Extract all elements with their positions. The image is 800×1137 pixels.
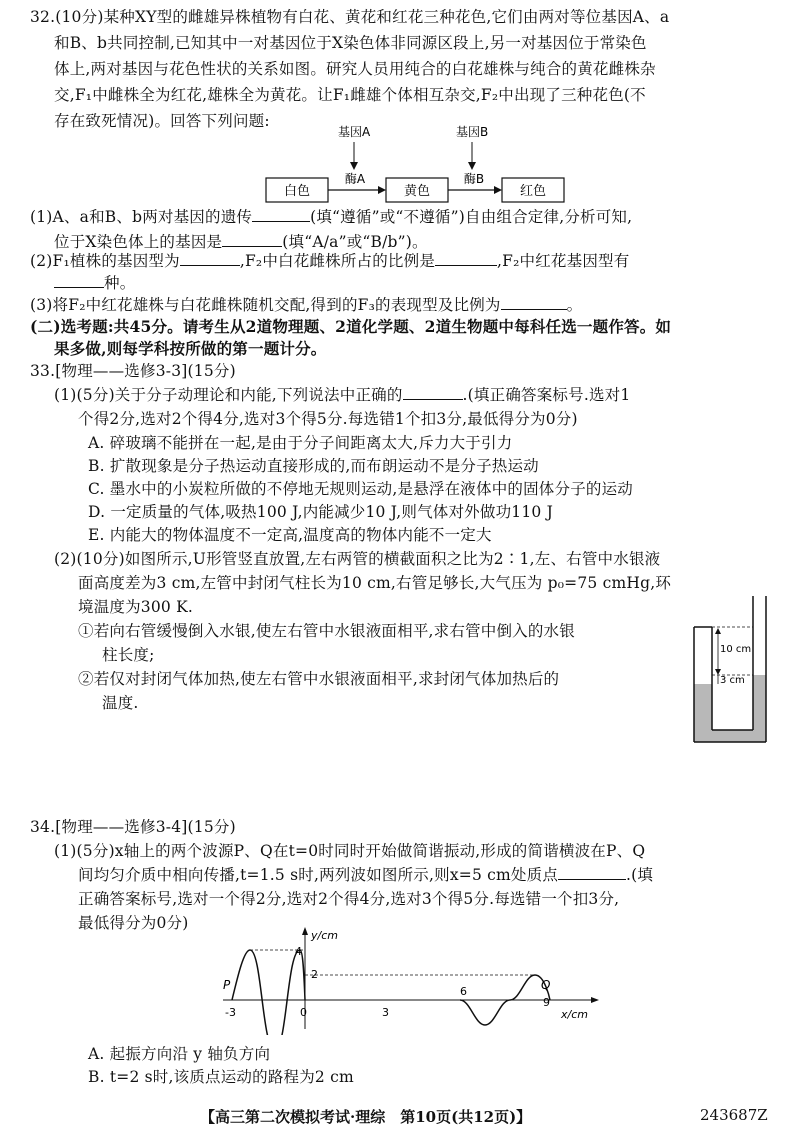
q33-option-a: A. 碎玻璃不能拼在一起,是由于分子间距离太大,斥力大于引力 (88, 434, 513, 452)
answer-blank[interactable] (435, 251, 497, 266)
q33-title: 33.[物理——选修3-3](15分) (30, 362, 236, 380)
enzyme-a-label: 酶A (344, 172, 366, 186)
yellow-color-label: 黄色 (403, 184, 431, 199)
wave-from-p (232, 950, 305, 1035)
gene-a-label: 基因A (338, 125, 371, 139)
q33-condition1-line2: 柱长度; (102, 646, 155, 664)
q32-text-line-1: 32.(10分)某种XY型的雌雄异株植物有白花、黄花和红花三种花色,它们由两对等位基因A、a (30, 8, 670, 26)
document-code: 243687Z (700, 1106, 768, 1124)
white-color-label: 白色 (283, 184, 311, 199)
q33-condition2-line1: ②若仅对封闭气体加热,使左右管中水银液面相平,求封闭气体加热后的 (78, 670, 560, 688)
answer-blank[interactable] (222, 232, 282, 247)
page-footer: 【高三第二次模拟考试·理综 第10页(共12页)】 (200, 1108, 532, 1126)
q33-condition2-line2: 温度. (102, 694, 139, 712)
q33-part2-line1: (2)(10分)如图所示,U形管竖直放置,左右两管的横截面积之比为2∶1,左、右管中水银液 (54, 550, 661, 568)
x-tick-0: 0 (300, 1006, 307, 1019)
source-p-label: P (223, 978, 231, 992)
source-q-label: Q (541, 978, 551, 992)
q34-option-a: A. 起振方向沿 y 轴负方向 (88, 1045, 271, 1063)
gas-column-label: 10 cm (720, 644, 752, 655)
x-tick-6: 6 (460, 985, 467, 998)
q32-text-line-5: 存在致死情况)。回答下列问题: (54, 112, 270, 130)
answer-blank[interactable] (252, 207, 310, 222)
q32-part2-line1: (2)F₁植株的基因型为 ,F₂中白花雌株所占的比例是 ,F₂中红花基因型有 (30, 252, 630, 270)
q34-part1-line4: 最低得分为0分) (78, 914, 189, 932)
q33-condition1-line1: ①若向右管缓慢倒入水银,使左右管中水银液面相平,求右管中倒入的水银 (78, 622, 575, 640)
x-tick-neg3: -3 (225, 1006, 236, 1019)
q32-part1-line1: (1)A、a和B、b两对基因的遗传 (填“遵循”或“不遵循”)自由组合定律,分析可知, (30, 208, 633, 226)
height-difference-label: 3 cm (720, 675, 745, 686)
q32-part2-line2: 种。 (54, 272, 135, 294)
q33-option-e: E. 内能大的物体温度不一定高,温度高的物体内能不一定大 (88, 526, 492, 544)
q32-text-line-4: 交,F₁中雌株全为红花,雄株全为黄花。让F₁雌雄个体相互杂交,F₂中出现了三种花色(不 (54, 86, 646, 104)
y-axis-label: y/cm (311, 929, 338, 942)
q34-part1-line3: 正确答案标号,选对一个得2分,选对2个得4分,选对3个得5分.每选错一个扣3分, (78, 890, 620, 908)
q32-text-line-3: 体上,两对基因与花色性状的关系如图。研究人员用纯合的白花雄株与纯合的黄花雌株杂 (54, 60, 656, 78)
x-axis-label: x/cm (561, 1008, 588, 1021)
answer-blank[interactable] (180, 251, 240, 266)
q33-option-d: D. 一定质量的气体,吸热100 J,内能减少10 J,则气体对外做功110 J (88, 503, 554, 521)
wave-figure (205, 925, 610, 1035)
answer-blank[interactable] (403, 385, 463, 400)
q34-part1-line1: (1)(5分)x轴上的两个波源P、Q在t=0时同时开始做简谐振动,形成的简谐横波在P、Q (54, 842, 646, 860)
q33-part1-line1: (1)(5分)关于分子动理论和内能,下列说法中正确的 .(填正确答案标号.选对1 (54, 386, 631, 404)
q32-part1-line2: 位于X染色体上的基因是 (填“A/a”或“B/b”)。 (54, 233, 428, 251)
u-tube-figure (680, 592, 790, 748)
x-tick-3: 3 (382, 1006, 389, 1019)
y-tick-4: 4 (295, 945, 302, 958)
q33-part2-line3: 境温度为300 K. (78, 598, 194, 616)
answer-blank[interactable] (501, 295, 567, 310)
x-tick-9: 9 (543, 996, 550, 1009)
flower-color-pathway-diagram (260, 120, 570, 208)
q33-option-c: C. 墨水中的小炭粒所做的不停地无规则运动,是悬浮在液体中的固体分子的运动 (88, 480, 633, 498)
q33-part1-line2: 个得2分,选对2个得4分,选对3个得5分.每选错1个扣3分,最低得分为0分) (78, 410, 578, 428)
enzyme-b-label: 酶B (463, 172, 485, 186)
answer-blank[interactable] (558, 865, 626, 880)
q34-part1-line2: 间均匀介质中相向传播,t=1.5 s时,两列波如图所示,则x=5 cm处质点 .(填 (78, 866, 654, 884)
gene-b-label: 基因B (456, 125, 489, 139)
q34-option-b: B. t=2 s时,该质点运动的路程为2 cm (88, 1068, 354, 1086)
section2-instruction-line1: (二)选考题:共45分。请考生从2道物理题、2道化学题、2道生物题中每科任选一题作答。如 (30, 317, 672, 336)
red-color-label: 红色 (519, 184, 547, 199)
q34-title: 34.[物理——选修3-4](15分) (30, 818, 236, 836)
y-tick-2: 2 (311, 968, 318, 981)
q33-part2-line2: 面高度差为3 cm,左管中封闭气柱长为10 cm,右管足够长,大气压为 p₀=75 cmHg,环 (78, 574, 672, 592)
q32-text-line-2: 和B、b共同控制,已知其中一对基因位于X染色体非同源区段上,另一对基因位于常染色 (54, 34, 647, 52)
section2-instruction-line2: 果多做,则每学科按所做的第一题计分。 (54, 339, 327, 358)
q33-option-b: B. 扩散现象是分子热运动直接形成的,而布朗运动不是分子热运动 (88, 457, 539, 475)
answer-blank[interactable] (54, 273, 104, 288)
q32-part3: (3)将F₂中红花雄株与白花雌株随机交配,得到的F₃的表现型及比例为 。 (30, 296, 583, 314)
